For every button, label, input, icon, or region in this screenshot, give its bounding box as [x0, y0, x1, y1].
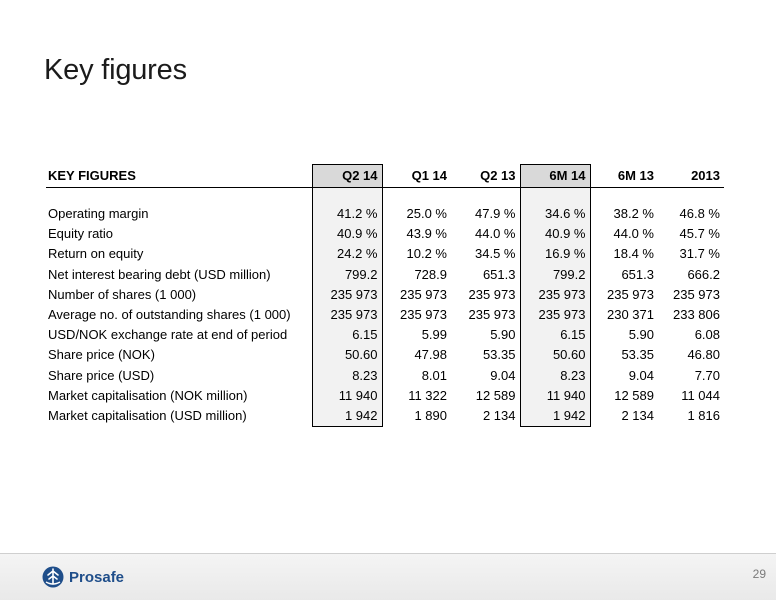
table-cell: 235 973 [520, 305, 590, 325]
table-cell: 34.6 % [520, 204, 590, 224]
table-cell: 1 816 [687, 408, 720, 424]
table-cell: 230 371 [607, 307, 654, 323]
table-cell: 41.2 % [312, 204, 382, 224]
prosafe-logo [42, 566, 124, 588]
table-cell: 651.3 [621, 266, 654, 282]
table-cell: 34.5 % [475, 246, 516, 262]
table-cell: 235 973 [312, 285, 382, 305]
table-row [46, 285, 724, 305]
table-cell: 44.0 % [475, 226, 516, 242]
row-label: Average no. of outstanding shares (1 000) [48, 307, 291, 323]
table-cell: 728.9 [414, 266, 447, 282]
row-label: Share price (USD) [48, 367, 155, 383]
column-header: 2013 [658, 165, 724, 188]
table-cell: 11 940 [520, 386, 590, 406]
table-cell: 8.01 [421, 367, 447, 383]
column-header: Q2 14 [312, 165, 382, 188]
table-row [46, 305, 724, 325]
table-cell: 24.2 % [312, 244, 382, 264]
row-label: Return on equity [48, 246, 144, 262]
row-label: Market capitalisation (NOK million) [48, 387, 248, 403]
table-cell: 16.9 % [520, 244, 590, 264]
table-cell: 235 973 [520, 285, 590, 305]
table-row [46, 244, 724, 264]
table-cell: 47.98 [414, 347, 447, 363]
table-cell: 38.2 % [613, 206, 654, 222]
table-row [46, 265, 724, 285]
table-row [46, 345, 724, 365]
table-cell: 40.9 % [312, 224, 382, 244]
row-label: Net interest bearing debt (USD million) [48, 266, 271, 282]
prosafe-logo-icon [42, 566, 64, 588]
table-cell: 53.35 [621, 347, 654, 363]
brand-name: Prosafe [69, 568, 125, 586]
table-header-row [46, 165, 724, 188]
column-header: 6M 14 [520, 165, 590, 188]
table-cell: 8.23 [520, 366, 590, 386]
table-cell: 18.4 % [613, 246, 654, 262]
row-label: Equity ratio [48, 226, 114, 242]
table-cell: 235 973 [400, 286, 447, 302]
table-cell: 235 973 [400, 307, 447, 323]
table-cell: 8.23 [312, 366, 382, 386]
column-header: Q2 13 [451, 165, 520, 188]
table-cell: 44.0 % [613, 226, 654, 242]
table-cell: 12 589 [475, 387, 516, 403]
table-cell: 235 973 [312, 305, 382, 325]
table-cell: 10.2 % [406, 246, 447, 262]
table-cell: 235 973 [607, 286, 654, 302]
table-cell: 5.90 [628, 327, 654, 343]
table-cell: 6.15 [312, 325, 382, 345]
table-cell: 235 973 [468, 307, 516, 323]
table-cell: 1 942 [520, 406, 590, 427]
spacer-row [46, 188, 724, 205]
table-cell: 666.2 [687, 266, 720, 282]
table-cell: 11 940 [312, 386, 382, 406]
table-cell: 50.60 [312, 345, 382, 365]
table-row [46, 224, 724, 244]
table-cell: 5.90 [490, 327, 516, 343]
column-header: 6M 13 [590, 165, 658, 188]
table-row [46, 386, 724, 406]
slide-title: Key figures [44, 54, 187, 86]
table-cell: 46.8 % [679, 206, 720, 222]
table-row [46, 204, 724, 224]
table-cell: 799.2 [520, 265, 590, 285]
table-title: KEY FIGURES [46, 165, 312, 188]
table-row [46, 406, 724, 427]
row-label: Operating margin [48, 206, 149, 222]
row-label: Share price (NOK) [48, 347, 155, 363]
row-label: USD/NOK exchange rate at end of period [48, 327, 288, 343]
table-cell: 1 942 [312, 406, 382, 427]
table-cell: 12 589 [614, 387, 654, 403]
table-cell: 50.60 [520, 345, 590, 365]
key-figures-table [46, 164, 724, 427]
table-cell: 233 806 [673, 307, 720, 323]
table-cell: 6.15 [520, 325, 590, 345]
table-cell: 47.9 % [475, 206, 516, 222]
table-cell: 9.04 [628, 367, 654, 383]
column-header: Q1 14 [382, 165, 451, 188]
table-cell: 1 890 [414, 408, 447, 424]
table-cell: 45.7 % [679, 226, 720, 242]
table-cell: 5.99 [421, 327, 447, 343]
table-cell: 7.70 [694, 367, 720, 383]
table-cell: 2 134 [482, 408, 516, 424]
table-cell: 40.9 % [520, 224, 590, 244]
table-cell: 11 322 [408, 387, 447, 403]
table-cell: 651.3 [482, 266, 516, 282]
table-cell: 46.80 [687, 347, 720, 363]
row-label: Market capitalisation (USD million) [48, 408, 247, 424]
row-label: Number of shares (1 000) [48, 286, 197, 302]
page-number: 29 [752, 567, 766, 581]
table-cell: 31.7 % [679, 246, 720, 262]
table-cell: 11 044 [681, 387, 720, 403]
table-cell: 25.0 % [406, 206, 447, 222]
table-cell: 6.08 [694, 327, 720, 343]
table-row [46, 325, 724, 345]
table-cell: 9.04 [490, 367, 516, 383]
table-cell: 235 973 [468, 286, 516, 302]
table-cell: 53.35 [482, 347, 516, 363]
table-cell: 799.2 [312, 265, 382, 285]
table-cell: 235 973 [673, 286, 720, 302]
table-cell: 2 134 [621, 408, 654, 424]
table-cell: 43.9 % [406, 226, 447, 242]
table-row [46, 366, 724, 386]
